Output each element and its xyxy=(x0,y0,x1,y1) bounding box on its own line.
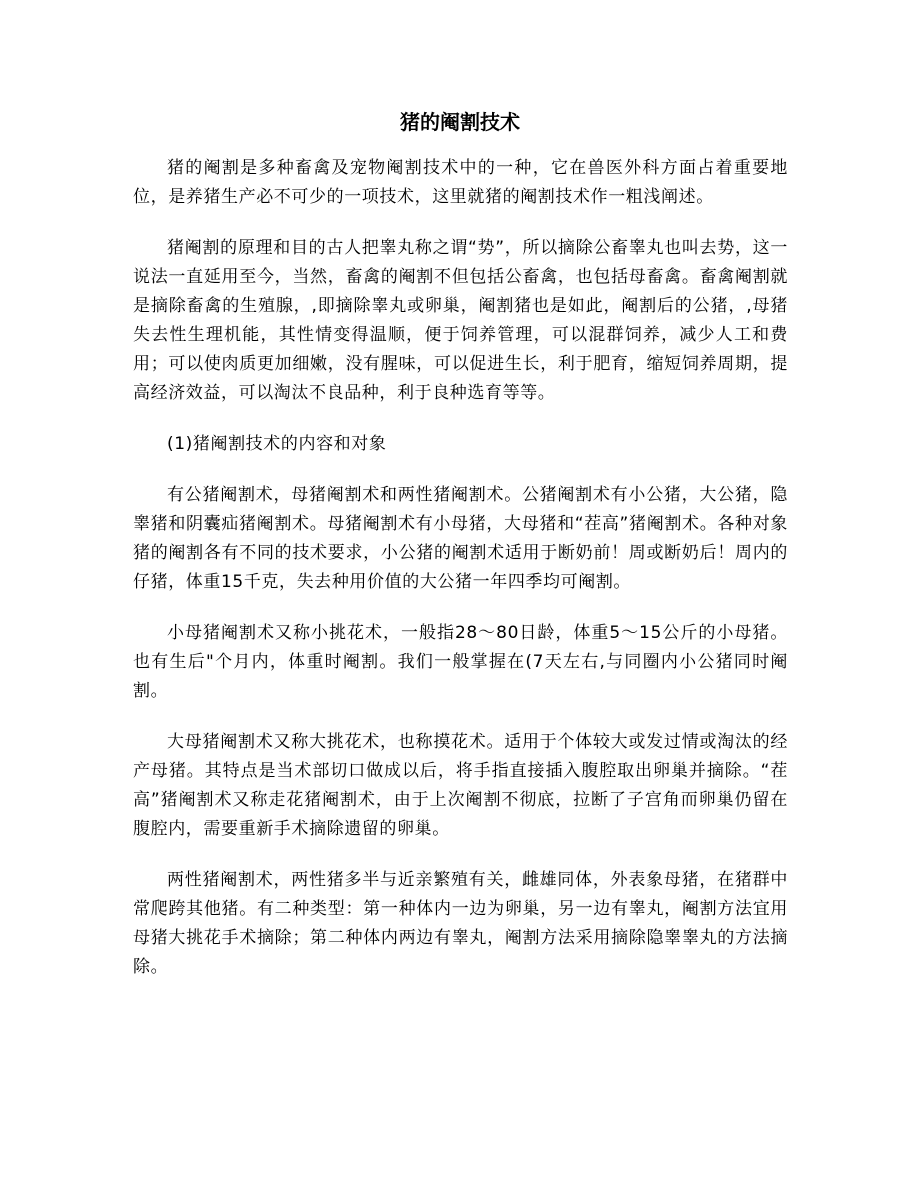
document-title: 猪的阉割技术 xyxy=(400,110,520,134)
paragraph-large-sow: 大母猪阉割术又称大挑花术，也称摸花术。适用于个体较大或发过情或淘汰的经产母猪。其特点是当术部切口做成以后，将手指直接插入腹腔取出卵巢并摘除。“茬高”猪阉割术又称走花猪阉割术，由于上次阉割不彻底，拉断了子宫角而卵巢仍留在腹腔内，需要重新手术摘除遗留的卵巢。 xyxy=(133,732,788,839)
paragraph-principle: 猪阉割的原理和目的古人把睾丸称之谓“势”，所以摘除公畜睾丸也叫去势，这一说法一直延用至今，当然，畜禽的阉割不但包括公畜禽，也包括母畜禽。畜禽阉割就是摘除畜禽的生殖腺，,即摘除睾丸或卵巢，阉割猪也是如此，阉割后的公猪，,母猪失去性生理机能，其性情变得温顺，便于饲养管理，可以混群饲养，减少人工和费用；可以使肉质更加细嫩，没有腥味，可以促进生长，利于肥育，缩短饲养周期，提高经济效益，可以淘汰不良品种，利于良种选育等等。 xyxy=(133,238,788,403)
paragraph-small-sow: 小母猪阉割术又称小挑花术，一般指28～80日龄，体重5～15公斤的小母猪。也有生后"个月内，体重时阉割。我们一般掌握在(7天左右,与同圈内小公猪同时阉割。 xyxy=(133,623,788,701)
section-heading: (1)猪阉割技术的内容和对象 xyxy=(167,434,387,454)
paragraph-intro: 猪的阉割是多种畜禽及宠物阉割技术中的一种，它在兽医外科方面占着重要地位，是养猪生产必不可少的一项技术，这里就猪的阉割技术作一粗浅阐述。 xyxy=(133,158,788,207)
paragraph-hermaphrodite: 两性猪阉割术，两性猪多半与近亲繁殖有关，雌雄同体，外表象母猪，在猪群中常爬跨其他猪。有二种类型：第一种体内一边为卵巢，另一边有睾丸，阉割方法宜用母猪大挑花手术摘除；第二种体内两边有睾丸，阉割方法采用摘除隐睾睾丸的方法摘除。 xyxy=(133,870,788,977)
document-body xyxy=(133,154,788,1004)
paragraph-types: 有公猪阉割术，母猪阉割术和两性猪阉割术。公猪阉割术有小公猪，大公猪，隐睾猪和阴囊疝猪阉割术。母猪阉割术有小母猪，大母猪和“茬高”猪阉割术。各种对象猪的阉割各有不同的技术要求，小公猪的阉割术适用于断奶前！周或断奶后！周内的仔猪，体重15千克，失去种用价值的大公猪一年四季均可阉割。 xyxy=(133,485,788,592)
